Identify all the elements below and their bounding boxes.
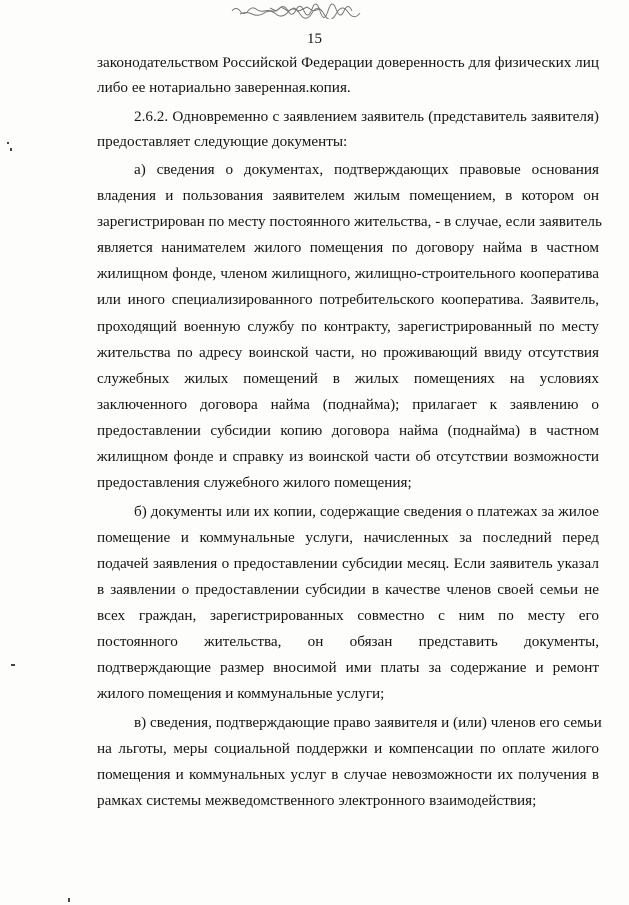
text-line: или иного специализированного потребительского кооператива. Заявитель, xyxy=(97,291,599,308)
text-line: жилищном фонде и справку из воинской части об отсутствии возможности xyxy=(97,448,599,465)
text-line: а) сведения о документах, подтверждающих правовые основания xyxy=(134,161,599,178)
text-line: рамках системы межведомственного электронного взаимодействия; xyxy=(97,792,537,809)
text-line: помещения и коммунальных услуг в случае невозможности их получения в xyxy=(97,766,599,783)
text-line: подтверждающие размер вносимой ими платы за содержание и ремонт xyxy=(97,659,599,676)
text-line: проходящий военную службу по контракту, зарегистрированный по месту xyxy=(97,318,599,335)
page-number: 15 xyxy=(307,31,322,47)
scan-speck xyxy=(11,664,15,666)
text-line: жилого помещения и коммунальные услуги; xyxy=(97,685,385,702)
text-line: б) документы или их копии, содержащие сведения о платежах за жилое xyxy=(134,503,599,520)
text-line: владения и пользования заявителем жилым помещением, в котором он xyxy=(97,187,599,204)
text-line: на льготы, меры социальной поддержки и компенсации по оплате жилого xyxy=(97,740,599,757)
scan-speck xyxy=(7,142,9,144)
text-line: в заявлении о предоставлении субсидии в качестве членов своей семьи не xyxy=(97,581,599,598)
scan-speck xyxy=(10,148,12,151)
text-line: жилищном фонде, членом жилищного, жилищно-строительного кооператива xyxy=(97,265,599,282)
text-line: постоянного жительства, он обязан представить документы, xyxy=(97,633,599,650)
scan-speck xyxy=(68,898,70,902)
text-line: всех граждан, зарегистрированных совместно с ним по месту его xyxy=(97,607,599,624)
text-line: служебных жилых помещений в жилых помещениях на условиях xyxy=(97,370,599,387)
scan-artifact xyxy=(230,3,380,19)
text-line: предоставляет следующие документы: xyxy=(97,133,348,150)
text-line: предоставления служебного жилого помещения; xyxy=(97,474,412,491)
text-line: предоставлении субсидии копию договора найма (поднайма) в частном xyxy=(97,422,599,439)
text-line: жительства по адресу воинской части, но проживающий ввиду отсутствия xyxy=(97,344,599,361)
text-line: в) сведения, подтверждающие право заявителя и (или) членов его семьи xyxy=(134,714,602,731)
text-line: либо ее нотариально заверенная.копия. xyxy=(97,79,351,96)
text-line: зарегистрирован по месту постоянного жительства, - в случае, если заявитель xyxy=(97,213,602,230)
text-line: подачей заявления о предоставлении субсидии месяц. Если заявитель указал xyxy=(97,555,599,572)
text-line: заключенного договора найма (поднайма); прилагает к заявлению о xyxy=(97,396,599,413)
text-line: 2.6.2. Одновременно с заявлением заявитель (представитель заявителя) xyxy=(134,108,599,125)
text-line: законодательством Российской Федерации доверенность для физических лиц xyxy=(97,54,599,71)
text-line: является нанимателем жилого помещения по договору найма в частном xyxy=(97,239,599,256)
text-line: помещение и коммунальные услуги, начисленных за последний перед xyxy=(97,529,599,546)
